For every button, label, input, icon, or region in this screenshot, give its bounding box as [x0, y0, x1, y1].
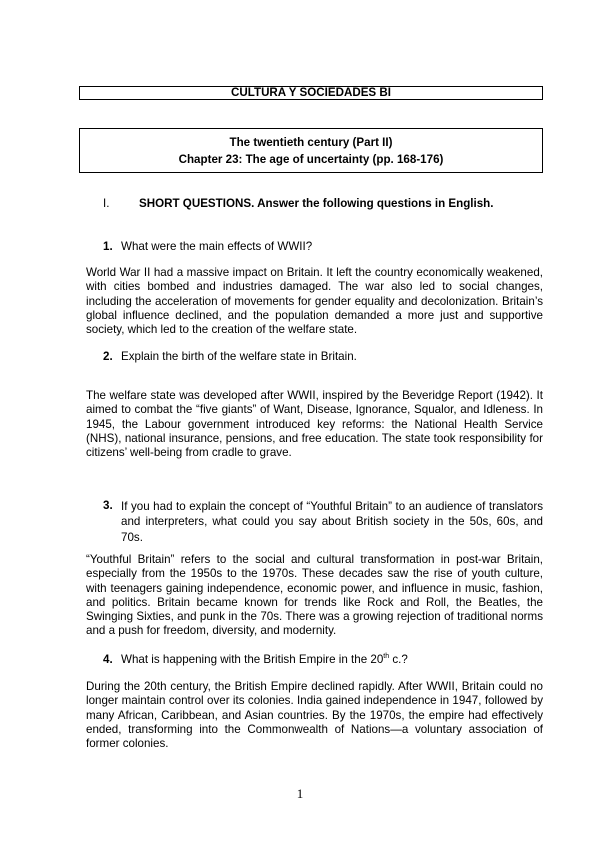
course-title-box [79, 86, 543, 100]
question-2-text: Explain the birth of the welfare state in Britain. [121, 350, 357, 363]
question-4-text [121, 653, 408, 666]
answer-2: The welfare state was developed after WWII, inspired by the Beveridge Report (1942). It aimed to combat the “five giants” of Want, Disease, Ignorance, Squalor, and Idleness. In 1945, the Labour government introduced key reforms: the National Health Service (NHS), national insurance, pensions, and free education. The state took responsibility for citizens’ well-being from cradle to grave. [86, 389, 543, 460]
question-4-superscript: th [383, 653, 390, 661]
question-3-text: If you had to explain the concept of “Youthful Britain” to an audience of translators and interpreters, what could you say about British society in the 50s, 60s, and 70s. [121, 500, 543, 544]
answer-3: “Youthful Britain” refers to the social and cultural transformation in post-war Britain, especially from the 1950s to the 1970s. These decades saw the rise of youth culture, with teenagers gaining independence, economic power, and influence in music, fashion, and politics. Britain became known for trends like Rock and Roll, the Beatles, the Swinging Sixties, and punk in the 70s. There was a growing rejection of traditional norms and a push for freedom, diversity, and modernity. [86, 553, 543, 638]
question-4-text-main: What is happening with the British Empire in the 20 [121, 653, 384, 666]
question-4-text-end: c.? [389, 653, 408, 666]
page-number: 1 [296, 786, 304, 801]
section-number: I. [103, 197, 110, 210]
question-2-number: 2. [103, 350, 113, 363]
answer-1: World War II had a massive impact on Britain. It left the country economically weakened, with cities bombed and industries damaged. The war also led to social changes, including the acceleration of movements for gender equality and decolonization. Britain’s global influence declined, and the population demanded a more just and supportive society, which led to the creation of the welfare state. [86, 266, 543, 337]
question-3-number: 3. [103, 499, 113, 512]
chapter-title: Chapter 23: The age of uncertainty (pp. 168-176) [178, 153, 444, 166]
question-1-text: What were the main effects of WWII? [121, 240, 313, 253]
answer-4: During the 20th century, the British Empire declined rapidly. After WWII, Britain could no longer maintain control over its colonies. India gained independence in 1947, followed by many African, Caribbean, and Asian countries. By the 1970s, the empire had effectively ended, transforming into the Commonwealth of Nations—a voluntary association of former colonies. [86, 680, 543, 751]
course-title: CULTURA Y SOCIEDADES BI [231, 86, 391, 99]
unit-title: The twentieth century (Part II) [229, 136, 393, 149]
question-1-number: 1. [103, 240, 113, 253]
question-4-number: 4. [103, 653, 113, 666]
section-title: SHORT QUESTIONS. Answer the following questions in English. [139, 197, 494, 210]
chapter-title-box [79, 128, 543, 173]
